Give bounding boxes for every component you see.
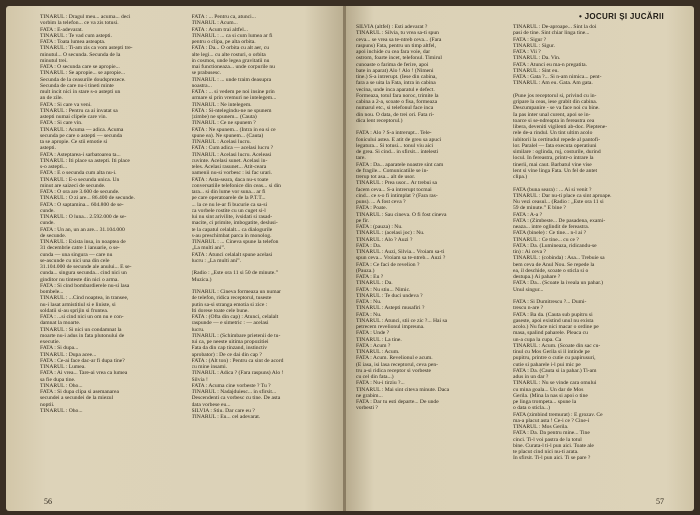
text-line: TINARUL : Da. <box>356 280 393 287</box>
text-line: lor. Paralel — fata executa operatiuni <box>513 142 597 149</box>
text-line: cu cel din fata...) <box>356 374 394 380</box>
text-line: de secunde. <box>40 232 67 239</box>
text-line: ginditor nu tinteste din nici o arma. <box>40 276 119 283</box>
text-line: facem ceva... S-a intrerupt tocmai <box>356 186 432 193</box>
text-line: FATA : Si-ntelegindu-ne ne spunem <box>191 107 272 114</box>
text-line: 31.104.000 de secunde ale anului... E se- <box>40 264 132 270</box>
text-line: te placut cind nici nu-ti arata. <box>513 449 579 455</box>
text-line: TINARUL : Alo ? Auzi ? <box>356 236 413 243</box>
text-line: TINARUL : Pentru ca ai invatat sa <box>40 107 118 114</box>
text-line: FATA : Da. Da pentru mine... Tine <box>513 430 590 437</box>
text-line: Formeaza, totul fara noroc, trimite la <box>356 92 439 99</box>
text-line: FATA : Atunci eu ma-n pregatita. <box>513 61 588 68</box>
text-line: FATA : Unde ? <box>356 330 390 337</box>
left-page <box>6 6 345 511</box>
text-line: (zimbe) ne spunem... (Cauta) <box>191 114 257 120</box>
text-line: TINARUL : Oho... <box>40 382 83 389</box>
text-line: damnat la moarte. <box>40 320 81 327</box>
text-line: TINARUL : Si nici un condamnat la <box>40 326 122 333</box>
text-line: adus in un dar ? <box>513 374 549 380</box>
text-line: tui ca, pe neeste uitima propozitiei <box>191 339 269 345</box>
text-line: TINARUL : Oho... <box>40 407 83 414</box>
text-line: pe care operatoarele de la P.T.T... <box>191 195 266 202</box>
text-line: ne grabim... <box>356 392 383 399</box>
text-line: bate in aparat) Alo ! Alo ! (Nimeni <box>356 67 434 74</box>
text-line: FATA : ... Pentru ca, atunci... <box>191 14 256 20</box>
text-line: FATA : E-adevarat. <box>40 26 83 33</box>
text-line: noastra... <box>191 82 212 89</box>
text-line: ma-a placut asta ! Ce-i ce ? Cine-i <box>513 417 590 424</box>
text-line: ca vorbele rostite cu un cuget si-l <box>191 207 266 214</box>
text-line: 31 decembrie catre 1 ianuarie, o se- <box>40 245 120 252</box>
text-line: TINARUL : Se apropie... se apropie... <box>40 70 126 77</box>
text-line: ... la ce nu le-ar fi bucurie ca sa-si <box>191 201 268 208</box>
text-line: TINARUL : Silvia, tu vrea sa-ti spun <box>356 30 439 37</box>
text-line: un-a cupa la cupa. Ca <box>513 336 562 343</box>
text-line: Gerila. (Mina la nas si apoi o tine <box>513 392 588 399</box>
text-line: ostrom, foarte incet, telefonul. Timirul <box>356 55 442 62</box>
text-line: s-o astepti... <box>40 164 68 170</box>
text-line: TINARUL : E-o secunda unica. Un <box>40 176 120 183</box>
text-line: TINARUL : Sint eu. <box>513 67 559 74</box>
text-line: FATA : Acum. Revelionul e acum. <box>356 355 433 362</box>
text-line: trerup tot asa... alt de usor. <box>356 174 416 180</box>
text-line: TINARUL : Auzi, Silvia... Vroiam sa-ti <box>356 249 445 255</box>
text-line: mai functioneaza... unde corpurile nu <box>191 64 275 70</box>
text-line: TINARUL : La tine. <box>356 336 402 343</box>
text-line: Iti dorese toate cele bune. <box>191 307 249 314</box>
left-page-column-1 <box>40 14 186 491</box>
text-line: bem ceva de Anul Nou. Se repede la <box>513 261 595 268</box>
text-line: TINARUL : Acelasi lucru. Aceleasi <box>191 151 272 158</box>
text-line: FATA : Toata lumea asteapta. <box>40 39 106 45</box>
text-line: TINARUL : ... unde traim deasupra <box>191 76 272 83</box>
text-line: libera, deveniti vigilenti ab-doc. Pieptene- <box>513 124 608 130</box>
text-line: minutul... O secunda. Secunda de la <box>40 51 121 58</box>
text-line: TINARUL : ... Cineva spune la telefon <box>191 239 279 245</box>
text-line: gaseste, apoi existind unul nu exista <box>513 317 594 324</box>
text-line: TINARUL : Ce tine... cu ce ? <box>513 236 579 243</box>
text-line: TINARUL : ...Cind noaptea, in transee, <box>40 295 129 302</box>
text-line: TINARUL : Eu... cel adevarat. <box>191 414 261 420</box>
text-line: legatura... Si totusi... tonul viu aici <box>356 142 434 149</box>
text-line: FATA : ...si cind nici un om nu e con- <box>40 314 124 320</box>
text-line: SILVIA : Stiu. Dar care eu ? <box>191 407 255 414</box>
text-line: TINARUL : Adica ? (Fara raspuns) Alo ! <box>191 370 284 377</box>
text-line: FATA (buna seara) : ... Ai si venit ? <box>513 186 592 193</box>
text-line: pasi de tine. Sint chiar linga tine... <box>513 30 590 37</box>
text-line: puns). ... A fost ceva ? <box>356 199 406 205</box>
text-line: FATA : (Alt ton) : Pentru ca sint de acord <box>191 357 284 364</box>
text-line: FATA : Ai vrea... Tare-ai vrea ca lumea <box>40 370 128 377</box>
text-line: fonicului astea. E atit de greu sa apuci <box>356 136 442 143</box>
text-line: toarce si se-ndreapta in fereastra cea <box>513 117 595 124</box>
text-line: FATA : Si care va veni. <box>40 101 92 108</box>
text-line: FATA : Sigur ? <box>513 36 547 43</box>
text-line: TINARUL : (cobinda) : Asa... Trebuie sa <box>513 255 605 262</box>
text-line: tine.) S-a intrerupt. (Iese din cabina, <box>356 74 437 80</box>
text-line: „La multi ani”. <box>191 245 226 252</box>
text-line: TINARUL : (acelasi joc) : Nu. <box>356 230 425 237</box>
text-line: o data o sticla...) <box>513 405 550 412</box>
text-line: Nu vezi ceasul... (Radio : „Este ora 11 si <box>513 199 604 205</box>
text-line: de telefon, ridica receptorul, tuseste <box>191 295 272 302</box>
text-line: Ia pas inter unal curent, apoi se in- <box>513 111 591 118</box>
text-line: macite, ci primite, imbogatite, deslusi- <box>191 220 278 227</box>
text-line: FATA : Da. (Cauta si ia pahar.) Ti-am <box>513 367 597 374</box>
page-number-right: 57 <box>656 497 664 506</box>
text-line: pentru o clipa, pe alta orbita. <box>191 39 256 45</box>
text-line: ea, il deschide, scoate o sticla si o <box>513 267 589 274</box>
text-line: FATA : Eu ? <box>356 274 384 280</box>
text-line: In sfirsit. Ti-l pun aici. Ti se pare ? <box>513 455 591 462</box>
text-line: urmare si prin vremuri ne intelegem... <box>191 95 277 102</box>
right-page-column-2 <box>513 24 664 491</box>
text-line: cunde. <box>40 220 55 227</box>
running-header: • JOCURI ȘI JUCĂRII <box>579 12 664 21</box>
text-line: TINARUL : Te duci undeva ? <box>356 292 423 299</box>
text-line: TINARUL : Acelasi lucru. <box>191 139 251 145</box>
text-line: in cosmos, unde legea gravitatii nu <box>191 57 270 64</box>
text-line: FATA : Vii ? <box>513 49 541 55</box>
text-line: TINARUL : Prea usor... Ar trebui sa <box>356 180 438 187</box>
text-line: FATA : Ce-ai face dac-ar fi dupa tine? <box>40 357 125 364</box>
text-line: FATA : Nu stiu... Nimic. <box>356 286 411 293</box>
text-line: FATA : E o secunda cum alta nu-i. <box>40 170 117 177</box>
text-line: TINARUL : O luna... 2.592.000 de se- <box>40 214 127 220</box>
text-line: se prabusesc. <box>191 70 222 77</box>
text-line: (E iasa, isi lasa receptorul, ceva pen- <box>356 361 439 368</box>
text-line: FATA : Da... (Scoate la iveala un pahar.) <box>513 280 604 287</box>
text-line: FATA : Cum adica — acelasi lucru ? <box>191 145 274 152</box>
text-line: de fragile... Comunicatiile se in- <box>356 167 429 174</box>
text-line: TINARUL : Dupa acee... <box>40 351 97 358</box>
text-line: Muzica.) <box>191 276 212 283</box>
text-line: astepti. <box>40 145 57 152</box>
text-line: (Pune jos receptorul si, privind cu in- <box>513 92 597 99</box>
text-line: FATA : Atunci celalalt spune acelasi <box>191 251 273 258</box>
text-line: din nou. O data, de trei ori. Fata ri- <box>356 111 435 118</box>
text-line: TINARUL : Sigur. <box>513 42 555 49</box>
text-line: astepti numai clipele care vin. <box>40 114 107 120</box>
text-line: cu mine insami. <box>191 364 228 370</box>
text-line: FATA : Gata ?... Si n-am nimica... pent- <box>513 74 602 80</box>
text-line: TINARUL : Te vad cum astepti. <box>40 32 112 39</box>
text-line: TINARUL : Cineva formeaza un numar <box>191 289 281 295</box>
text-line: FATA : O ora are 3.600 de secunde. <box>40 189 120 195</box>
text-line: apoi inchide cu cea fara voie, dar <box>356 49 431 55</box>
text-line: FATA : A-a ? <box>513 211 543 218</box>
text-line: acolo.) Nu face nici macar o ordine pe <box>513 324 599 330</box>
text-line: cunoaste o farima de ferire, apoi <box>356 61 429 68</box>
text-line: lui nu sint arivilite, ivsidati si rasad- <box>191 214 273 220</box>
text-line: raspuns) Fata, pentru un timp altfel, <box>356 42 437 49</box>
text-line: tinul cu Mos Gerila si il intinde pe <box>513 349 590 355</box>
text-line: Descendenti ca vorbesc cu tine. De asta <box>191 395 281 402</box>
text-line: TINARUL : Mai sint citeva minute. Daca <box>356 386 450 393</box>
text-line: TINARUL : Nadajduiesc... in sfirsit... <box>191 389 277 395</box>
text-line: TINARUL : Ce ne spunem ? <box>191 120 256 127</box>
text-line: an de zile. <box>40 95 63 102</box>
text-line: FATA : Da. <box>356 242 382 249</box>
text-line: fara a se uita la Fata, intra in cabina <box>356 80 436 87</box>
text-line: FATA : (pauza) : Nu. <box>356 224 403 230</box>
text-line: SILVIA (altfel) : Esti adevarat ? <box>356 24 428 30</box>
text-line: bine. Curata-l ti-l pun aici. Toate ale <box>513 442 594 449</box>
text-line: s-au preschimbat parca in monolog. <box>191 232 272 239</box>
text-line: similare : oglinda, ruj, costurile, durind <box>513 149 601 155</box>
text-line: TINARUL : Acum... <box>191 20 238 27</box>
text-line: FATA : (Zimbeste... De pasadena, exami- <box>513 217 606 224</box>
text-line: cu mina goala... Un dar de Mos <box>513 386 584 393</box>
text-line: FATA : Acum trai altfel... <box>191 26 248 33</box>
text-line: FATA : Alo ? S-a intrerupt... Tele- <box>356 130 432 137</box>
text-line: cabina a 2-a, scoate o fisa, formeaza <box>356 99 438 105</box>
text-line: FATA : O secunda care se apropie... <box>40 64 120 70</box>
text-line: vorbesti ? <box>356 405 378 412</box>
text-line: cutie si paharele i-l pui mic pe <box>513 361 581 368</box>
text-line: TINARUL : Da. Vin. <box>513 55 561 62</box>
text-line: executie. <box>40 339 61 345</box>
right-page-column-1 <box>356 24 507 491</box>
text-line: TINARUL : Lumea. <box>40 364 86 370</box>
text-line: masa, spalind paharele. Pleaca cu <box>513 330 588 337</box>
text-line: Secunda de la ceasurile doudsprezece. <box>40 76 126 83</box>
text-line: pe linga trompeta... spune la <box>513 399 577 405</box>
text-line: alte legi... cu alte rosturi, o orbita <box>191 51 266 58</box>
text-line: FATA : Nu-i tirziu ?... <box>356 380 405 387</box>
text-line: soldatii si-au sprijin si fruntea. <box>40 307 109 314</box>
text-line: se-ascunde cu nici una din cele <box>40 257 110 264</box>
text-line: putin sa-si stranga emotia si zice : <box>191 301 268 308</box>
text-line: de grea. Si cind... in sfirsit... intelesti <box>356 149 439 155</box>
text-line: FATA : Si care vin. <box>40 120 83 127</box>
text-line: FATA : Da. (Lumineaza, ridicandu-se <box>513 242 597 249</box>
text-line: FATA : Acum ? <box>356 342 391 349</box>
text-line: TINARUL : Dar nu-ti place ca sint aproape. <box>513 192 612 199</box>
text-line: mult incit nici in stare s-o astepti un <box>40 89 121 95</box>
text-line: TINARUL : Ti-am zis ca vom astepti tre- <box>40 45 133 52</box>
text-line: te la capatul celalalt... ca dialogurile <box>191 226 273 233</box>
text-line: raspunde — e simetric : — acelasi <box>191 320 269 327</box>
text-line: FATA : Dar tu esti departe... De unde <box>356 399 439 405</box>
text-line: dica lent receptorul.) <box>356 117 403 124</box>
text-line: FATA : Ce faci de revelion ? <box>356 261 420 268</box>
text-line: gripare la ceas, iese grabit din cabina. <box>513 99 598 105</box>
text-line: TINARUL : Acuma — adica. Acuma <box>40 126 124 133</box>
text-line: FATA (zimbind tremurat) : E grozav. Ce <box>513 411 603 418</box>
text-line: trescu n-are ? <box>513 305 544 312</box>
text-line: lucru : „La multi ani”. <box>191 257 242 264</box>
text-line: FATA : Asta-seara, daca nu-s toate <box>191 176 269 183</box>
text-line: lent si vine linga Fata. Un fel de antet <box>513 167 598 174</box>
text-line: FATA : Si dupa clipa si asemanarea <box>40 389 119 395</box>
text-line: destupa.) Ai pahare ? <box>513 274 561 280</box>
text-line: FATA : Poate. <box>356 205 387 212</box>
text-line: TINARUL : Ne intelegem. <box>191 101 252 108</box>
text-line: 59 de minute.” E bine ? <box>513 205 566 212</box>
text-line: tin) : Ai ceva ? <box>513 249 546 255</box>
text-line: TINARUL : Atunci, stii ce zic ?... Hai sa <box>356 317 448 324</box>
text-line: noptii. <box>40 401 55 408</box>
text-line: FATA : Acuma cine vorbeste ? Tu ? <box>191 382 271 389</box>
text-line: FATA : ... si vedem pe noi insine prin <box>191 89 275 95</box>
text-line: bombele... <box>40 289 64 295</box>
text-line: spun ceva... Vroiam sa te-ntreb... Auzi ? <box>356 255 446 262</box>
text-line: TINARUL : ... ca si cum lumea ar fi <box>191 32 273 39</box>
text-line: FATA : (Ofta din cap) : Atunci, celalalt <box>191 314 279 320</box>
text-line: cinci. Ti-l voi pastra de la totul <box>513 436 582 443</box>
text-line: FATA : Asteptarea-i sarbatoarea ta... <box>40 151 121 158</box>
text-line: secunda pe care o astepti — secunda <box>40 132 123 139</box>
text-line: Descumpanire - se va face noi cu bine. <box>513 105 600 112</box>
text-line: TINARUL : Iti place sa astepti. Iti place <box>40 157 130 164</box>
page-number-left: 56 <box>44 497 52 506</box>
text-line: cunde. <box>40 207 55 214</box>
text-line: tru a-si ridica receptor si vorbeste <box>356 367 432 374</box>
text-line: FATA : Da... aparatele noastre sint cam <box>356 161 444 168</box>
text-line: TINARUL : Am eu. Gata. Am gata. <box>513 80 593 87</box>
text-line: locul. In fereastra, printr-o intrare la <box>513 155 594 162</box>
text-line: cunda... singura secunda... cind nici un <box>40 270 127 277</box>
text-line: Unul singur... <box>513 286 544 293</box>
text-line: vorbim la telefon... ce va zis totusi. <box>40 20 119 27</box>
text-line: FATA : O saptamina... 604.800 de se- <box>40 201 124 208</box>
text-line: iubitorii la certitudul repede al pantofi- <box>513 136 601 143</box>
text-line: conversatiile telefonice din ceas... si din <box>191 182 281 189</box>
text-line: TINARUL : O zi are... 86.400 de secunde. <box>40 195 135 202</box>
text-line: teles. Acelasi rasunet... Atit-ceara <box>191 164 267 170</box>
text-line: numarul etc., si telefonul face inca <box>356 105 434 112</box>
text-line: TINARUL : (Schimbare prietenii de tu- <box>191 332 281 339</box>
text-line: ta se apropie. Ce stii emotie si <box>40 139 108 145</box>
text-line: pupitru, printre o cutie cu papirusuri, <box>513 355 596 362</box>
text-line: FATA : Nu. <box>356 299 382 305</box>
left-page-column-2 <box>192 14 338 491</box>
text-line: vecina, unde inca aparatul e defect. <box>356 86 435 93</box>
text-line: cind... ce s-o fi intimplat ? (Fara ras- <box>356 192 438 199</box>
text-line: FATA (binele) : Ce tine... n-l ai ? <box>513 230 587 237</box>
text-line: Fata da din cap tinzand, instinctiv <box>191 345 267 352</box>
text-line: ceva... se vrea sa te-ntreb ceva... (Fara <box>356 36 442 43</box>
text-line: neaza... intre oglindit de fereastra. <box>513 224 590 230</box>
text-line: TINARUL : Astepti musafiri ? <box>356 305 425 312</box>
text-line: FATA : Nu. <box>356 311 382 318</box>
text-line: FATA : Si dupa... <box>40 345 79 352</box>
text-line: TINARUL : Nu se vinde cara omului <box>513 380 597 387</box>
text-line: tare. <box>356 155 366 162</box>
text-line: FATA : Un an, un an are... 31.104.000 <box>40 226 125 233</box>
text-line: cuvinte. Acelasi sunet. Acelasi in- <box>191 157 268 164</box>
text-line: tara... si din lume vor suna... ar fi <box>191 189 266 195</box>
text-line: FATA : Si Dumitrescu ?... Dumi- <box>513 299 587 305</box>
text-line: FATA : Da... O orbita cu alt aer, cu <box>191 45 270 52</box>
text-line: oamenii nu-si vorbesc : isi fac urari. <box>191 170 273 177</box>
text-line: TINARUL : Mos Gerila. <box>513 424 569 430</box>
text-line: TINARUL : Acum. <box>356 349 400 355</box>
text-line: aprobator) : De ce dai din cap ? <box>191 351 262 358</box>
text-line: TINARUL : Acum. (Scoate din sac cu- <box>513 342 601 349</box>
text-line: lucru. <box>191 326 205 333</box>
text-line: sa fie dupa tine. <box>40 376 76 383</box>
text-line: spune ea). Ne spunem... (Cauta) <box>191 132 264 139</box>
text-line: (Radio : „Este ora 11 si 50 de minute.” <box>191 270 279 277</box>
text-line: moarte nu-i adus in fata plutonului de <box>40 332 125 339</box>
text-line: cunda — una singura — care nu <box>40 251 113 258</box>
text-line: FATA : Si cind bombardierele nu-si lasa <box>40 282 130 289</box>
text-line: tinerii, mai caut. Barbatul vine vise <box>513 161 592 168</box>
text-line: TINARUL : Exista insa, in noaptea de <box>40 239 126 245</box>
text-line: pe fir. <box>356 217 370 224</box>
text-line: data vorbese eu... <box>191 401 231 408</box>
text-line: minutul trei. <box>40 57 68 64</box>
text-line: Silvia ! <box>191 376 208 383</box>
text-line: petrecem revelionul impreuna. <box>356 324 425 330</box>
text-line: rele de-a rindul. Un tint ultim acolo <box>513 130 593 137</box>
text-line: clipa.) <box>513 174 528 180</box>
text-line: FATA : Ne spunem... (Intra in ea si ce <box>191 126 276 133</box>
text-line: TINARUL : Dragul meu... acuma... deci <box>40 14 131 20</box>
text-line: (Pauza.) <box>356 267 375 274</box>
text-line: minut are saizeci de secunde. <box>40 182 106 189</box>
text-line: Secunda de care nu-i tineti minte <box>40 82 114 89</box>
text-line: nu-i lasat armistitiul si e liniste, si <box>40 301 116 308</box>
text-line: secundei a secundei de la miezul <box>40 395 114 402</box>
text-line: TINARUL : De-aproape... Sint la doi <box>513 24 597 30</box>
text-line: FATA : Ba da. (Cauta sub pupitru si <box>513 311 593 318</box>
text-line: TINARUL : Sau cineva. O fi fost cineva <box>356 211 447 218</box>
right-page <box>346 6 694 511</box>
